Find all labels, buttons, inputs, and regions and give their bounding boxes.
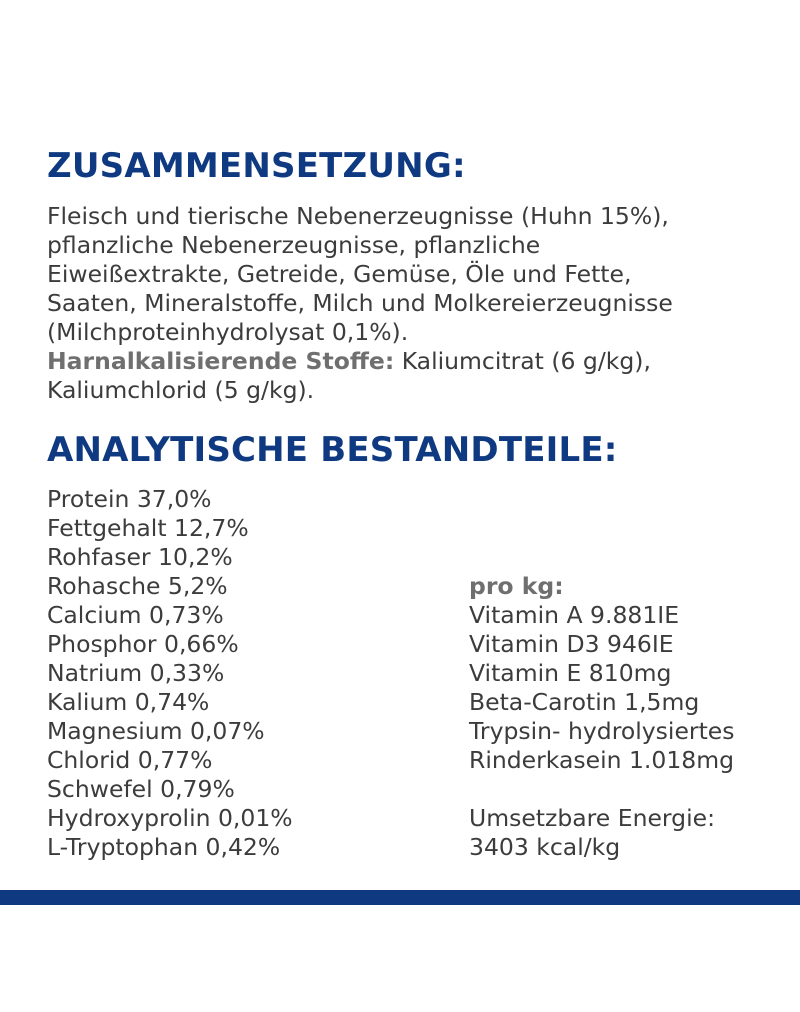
- energy-label: Umsetzbare Energie:: [469, 804, 716, 832]
- composition-line: pflanzliche Nebenerzeugnisse, pflanzliche: [47, 231, 541, 259]
- composition-text: [47, 202, 787, 405]
- constituent-item: Protein 37,0%: [47, 485, 212, 513]
- composition-line: (Milchproteinhydrolysat 0,1%).: [47, 318, 409, 346]
- constituent-item: Fettgehalt 12,7%: [47, 514, 249, 542]
- per-kg-item: Rinderkasein 1.018mg: [469, 746, 735, 774]
- constituent-item: Chlorid 0,77%: [47, 746, 213, 774]
- bottom-accent-bar: [0, 890, 800, 905]
- energy-value: 3403 kcal/kg: [469, 833, 621, 861]
- list-spacer: [469, 775, 735, 804]
- per-kg-item: Beta-Carotin 1,5mg: [469, 688, 700, 716]
- constituent-item: Calcium 0,73%: [47, 601, 224, 629]
- per-kg-label: pro kg:: [469, 572, 564, 600]
- additives-line: [47, 347, 787, 376]
- composition-line: Eiweißextrakte, Getreide, Gemüse, Öle und Fette,: [47, 260, 632, 288]
- composition-line: Fleisch und tierische Nebenerzeugnisse (Huhn 15%),: [47, 202, 669, 230]
- constituent-item: Natrium 0,33%: [47, 659, 225, 687]
- constituent-item: L-Tryptophan 0,42%: [47, 833, 281, 861]
- composition-heading: ZUSAMMENSETZUNG:: [47, 146, 466, 186]
- constituent-item: Magnesium 0,07%: [47, 717, 265, 745]
- additives-line-2: Kaliumchlorid (5 g/kg).: [47, 376, 315, 404]
- per-kg-item: Vitamin D3 946IE: [469, 630, 674, 658]
- per-kg-list: [469, 572, 735, 862]
- per-kg-item: Vitamin E 810mg: [469, 659, 672, 687]
- constituent-item: Phosphor 0,66%: [47, 630, 239, 658]
- constituent-item: Hydroxyprolin 0,01%: [47, 804, 293, 832]
- constituent-item: Kalium 0,74%: [47, 688, 210, 716]
- per-kg-item: Trypsin- hydrolysiertes: [469, 717, 735, 745]
- additives-text: Kaliumcitrat (6 g/kg),: [394, 347, 651, 375]
- constituent-item: Rohfaser 10,2%: [47, 543, 233, 571]
- constituent-item: Rohasche 5,2%: [47, 572, 228, 600]
- constituents-list: [47, 485, 293, 862]
- per-kg-item: Vitamin A 9.881IE: [469, 601, 680, 629]
- composition-line: Saaten, Mineralstoffe, Milch und Molkereierzeugnisse: [47, 289, 673, 317]
- analytical-heading: ANALYTISCHE BESTANDTEILE:: [47, 430, 618, 470]
- constituent-item: Schwefel 0,79%: [47, 775, 235, 803]
- additives-label: Harnalkalisierende Stoffe:: [47, 347, 395, 375]
